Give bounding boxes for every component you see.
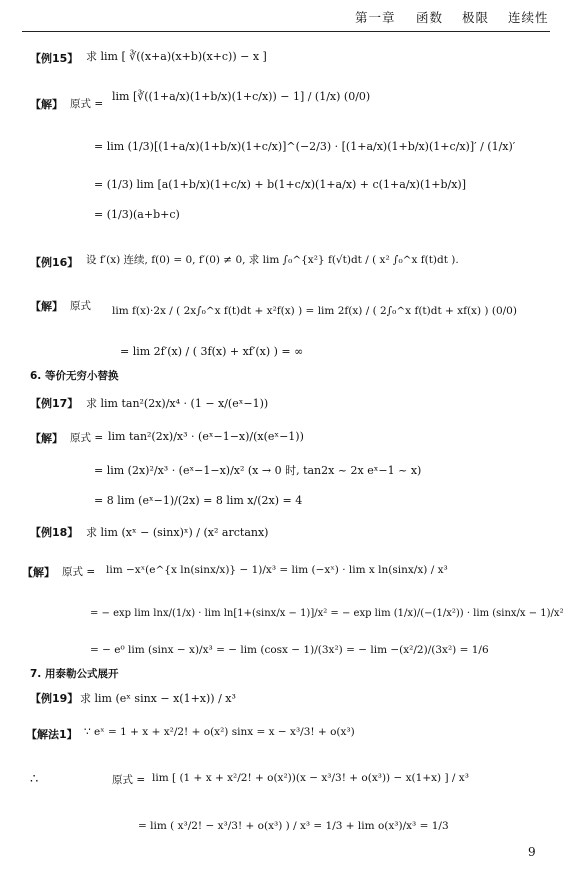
ex18-tag: 【例18】	[30, 526, 79, 539]
ex15-tag: 【例15】	[30, 52, 79, 65]
ex18-solution-label: 原式 =	[62, 566, 96, 578]
ex18-line-2: = − exp lim lnx/(1/x) · lim ln[1+(sinx/x − 1)]/x² = − exp lim (1/x)/(−(1/x²)) · lim (sinx/x − 1)/x²	[90, 608, 564, 619]
ex19-premise: ∵ eˣ = 1 + x + x²/2! + o(x²) sinx = x − x³/3! + o(x³)	[84, 726, 355, 738]
ex18-line-1: lim −xˣ(e^{x ln(sinx/x)} − 1)/x³ = lim (−xˣ) · lim x ln(sinx/x) / x³	[106, 564, 448, 576]
ex16-solution-label: 原式	[70, 300, 91, 312]
ex15-solution-tag: 【解】	[30, 98, 63, 111]
ex17-question: 求 lim tan²(2x)/x⁴ · (1 − x/(eˣ−1))	[86, 397, 269, 410]
ex16-line-1: lim f(x)·2x / ( 2x∫₀^x f(t)dt + x²f(x) ) = lim 2f(x) / ( 2∫₀^x f(t)dt + xf(x) ) (0/0)	[112, 305, 517, 317]
section-7-heading: 7. 用泰勒公式展开	[30, 668, 119, 680]
ex17-tag: 【例17】	[30, 397, 79, 410]
ex18-question: 求 lim (xˣ − (sinx)ˣ) / (x² arctanx)	[86, 526, 269, 539]
page-number: 9	[528, 845, 536, 859]
ex15-line-1: lim [∛((1+a/x)(1+b/x)(1+c/x)) − 1] / (1/x) (0/0)	[112, 90, 371, 103]
therefore-symbol: ∴	[30, 772, 39, 787]
header-rule	[22, 31, 550, 32]
header-title-limits: 极限	[462, 10, 490, 25]
ex15-line-4: = (1/3)(a+b+c)	[94, 208, 180, 221]
ex17-line-2: = lim (2x)²/x³ · (eˣ−1−x)/x² (x → 0 时, tan2x ~ 2x eˣ−1 ~ x)	[94, 464, 422, 477]
ex15-question: 求 lim [ ∛((x+a)(x+b)(x+c)) − x ]	[86, 50, 267, 63]
ex18-line-3: = − e⁰ lim (sinx − x)/x³ = − lim (cosx − 1)/(3x²) = − lim −(x²/2)/(3x²) = 1/6	[90, 644, 489, 656]
ex17-line-1: lim tan²(2x)/x³ · (eˣ−1−x)/(x(eˣ−1))	[108, 430, 304, 443]
ex17-solution-tag: 【解】	[30, 432, 63, 445]
ex19-line-1: lim [ (1 + x + x²/2! + o(x²))(x − x³/3! + o(x³)) − x(1+x) ] / x³	[152, 772, 469, 784]
ex15-solution-label: 原式 =	[70, 98, 104, 110]
ex15-line-3: = (1/3) lim [a(1+b/x)(1+c/x) + b(1+c/x)(1+a/x) + c(1+a/x)(1+b/x)]	[94, 178, 466, 191]
header-chapter: 第一章	[355, 10, 396, 25]
ex19-solution-tag: 【解法1】	[26, 728, 78, 741]
section-6-heading: 6. 等价无穷小替换	[30, 370, 119, 382]
ex15-line-2: = lim (1/3)[(1+a/x)(1+b/x)(1+c/x)]^(−2/3) · [(1+a/x)(1+b/x)(1+c/x)]′ / (1/x)′	[94, 140, 516, 153]
ex16-solution-tag: 【解】	[30, 300, 63, 313]
ex18-solution-tag: 【解】	[22, 566, 55, 579]
ex17-solution-label: 原式 =	[70, 432, 104, 444]
ex17-line-3: = 8 lim (eˣ−1)/(2x) = 8 lim x/(2x) = 4	[94, 494, 303, 507]
ex16-line-2: = lim 2f′(x) / ( 3f(x) + xf′(x) ) = ∞	[120, 345, 304, 358]
ex19-solution-label: 原式 =	[112, 774, 146, 786]
ex19-line-2: = lim ( x³/2! − x³/3! + o(x³) ) / x³ = 1/3 + lim o(x³)/x³ = 1/3	[138, 820, 449, 832]
header-title-functions: 函数	[416, 10, 444, 25]
ex16-question: 设 f′(x) 连续, f(0) = 0, f′(0) ≠ 0, 求 lim ∫₀^{x²} f(√t)dt / ( x² ∫₀^x f(t)dt ).	[86, 254, 459, 266]
ex19-question: 求 lim (eˣ sinx − x(1+x)) / x³	[80, 692, 236, 705]
ex16-tag: 【例16】	[30, 256, 79, 269]
ex19-tag: 【例19】	[30, 692, 79, 705]
header-title-continuity: 连续性	[508, 10, 549, 25]
